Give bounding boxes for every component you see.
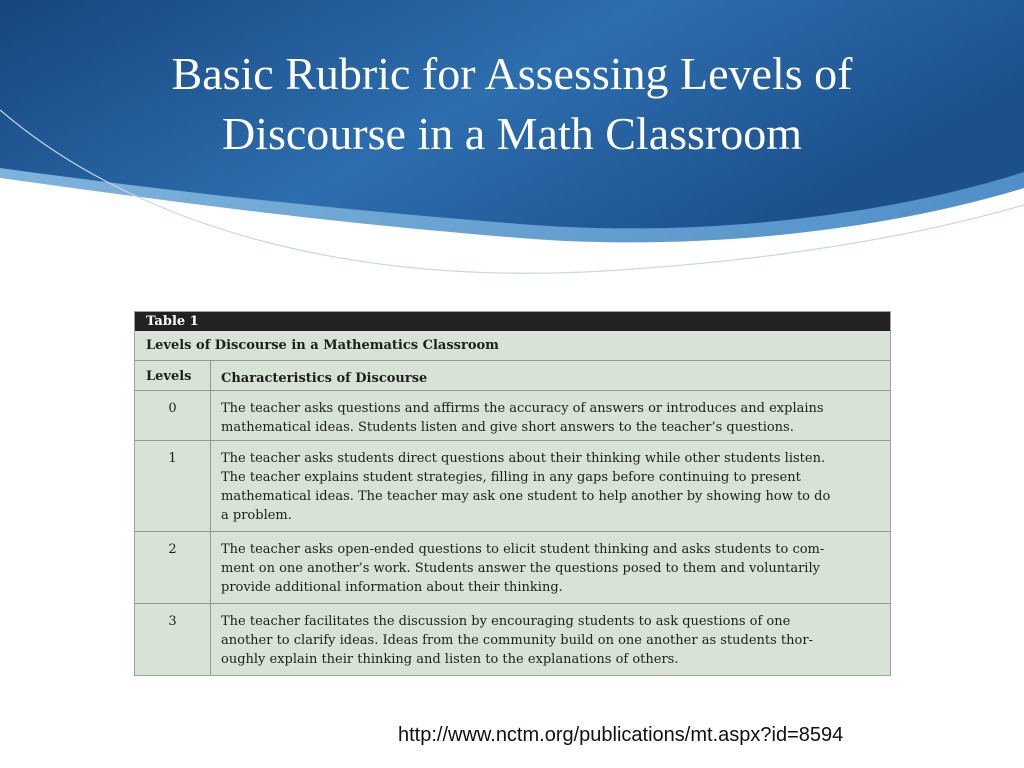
row-level: 3 [135,604,211,675]
description-line: ment on one another’s work. Students answer the questions posed to them and voluntarily [221,561,820,576]
row-description [221,399,881,437]
table-title: Levels of Discourse in a Mathematics Classroom [135,331,890,361]
description-line: The teacher asks students direct questions about their thinking while other students listen. [221,451,826,466]
table-label: Table 1 [135,312,890,331]
row-level: 0 [135,391,211,440]
description-line: The teacher asks open-ended questions to elicit student thinking and asks students to com- [221,542,825,557]
description-line: The teacher explains student strategies, filling in any gaps before continuing to present [221,470,801,485]
table-row [135,604,890,675]
table-header-row [135,361,890,391]
row-level: 2 [135,532,211,603]
description-line: another to clarify ideas. Ideas from the community build on one another as students thor- [221,633,813,648]
description-line: The teacher asks questions and affirms the accuracy of answers or introduces and explains [221,401,824,416]
table-row [135,391,890,441]
row-description [221,540,881,597]
row-description [221,449,881,525]
description-line: oughly explain their thinking and listen to the explanations of others. [221,652,679,667]
row-level: 1 [135,441,211,531]
slide-title [0,44,1024,164]
description-line: mathematical ideas. The teacher may ask one student to help another by showing how to do [221,489,831,504]
table-row [135,532,890,604]
row-description [221,612,881,669]
source-link[interactable]: http://www.nctm.org/publications/mt.aspx?id=8594 [398,724,844,746]
slide-title-line-2: Discourse in a Math Classroom [221,108,803,159]
header-levels: Levels [135,361,211,390]
description-line: mathematical ideas. Students listen and give short answers to the teacher’s questions. [221,420,794,435]
description-line: provide additional information about their thinking. [221,580,563,595]
description-line: The teacher facilitates the discussion by encouraging students to ask questions of one [221,614,791,629]
slide-title-line-1: Basic Rubric for Assessing Levels of [171,48,853,99]
header-characteristics: Characteristics of Discourse [221,371,428,386]
description-line: a problem. [221,508,292,523]
table-row [135,441,890,532]
rubric-table [134,311,891,676]
